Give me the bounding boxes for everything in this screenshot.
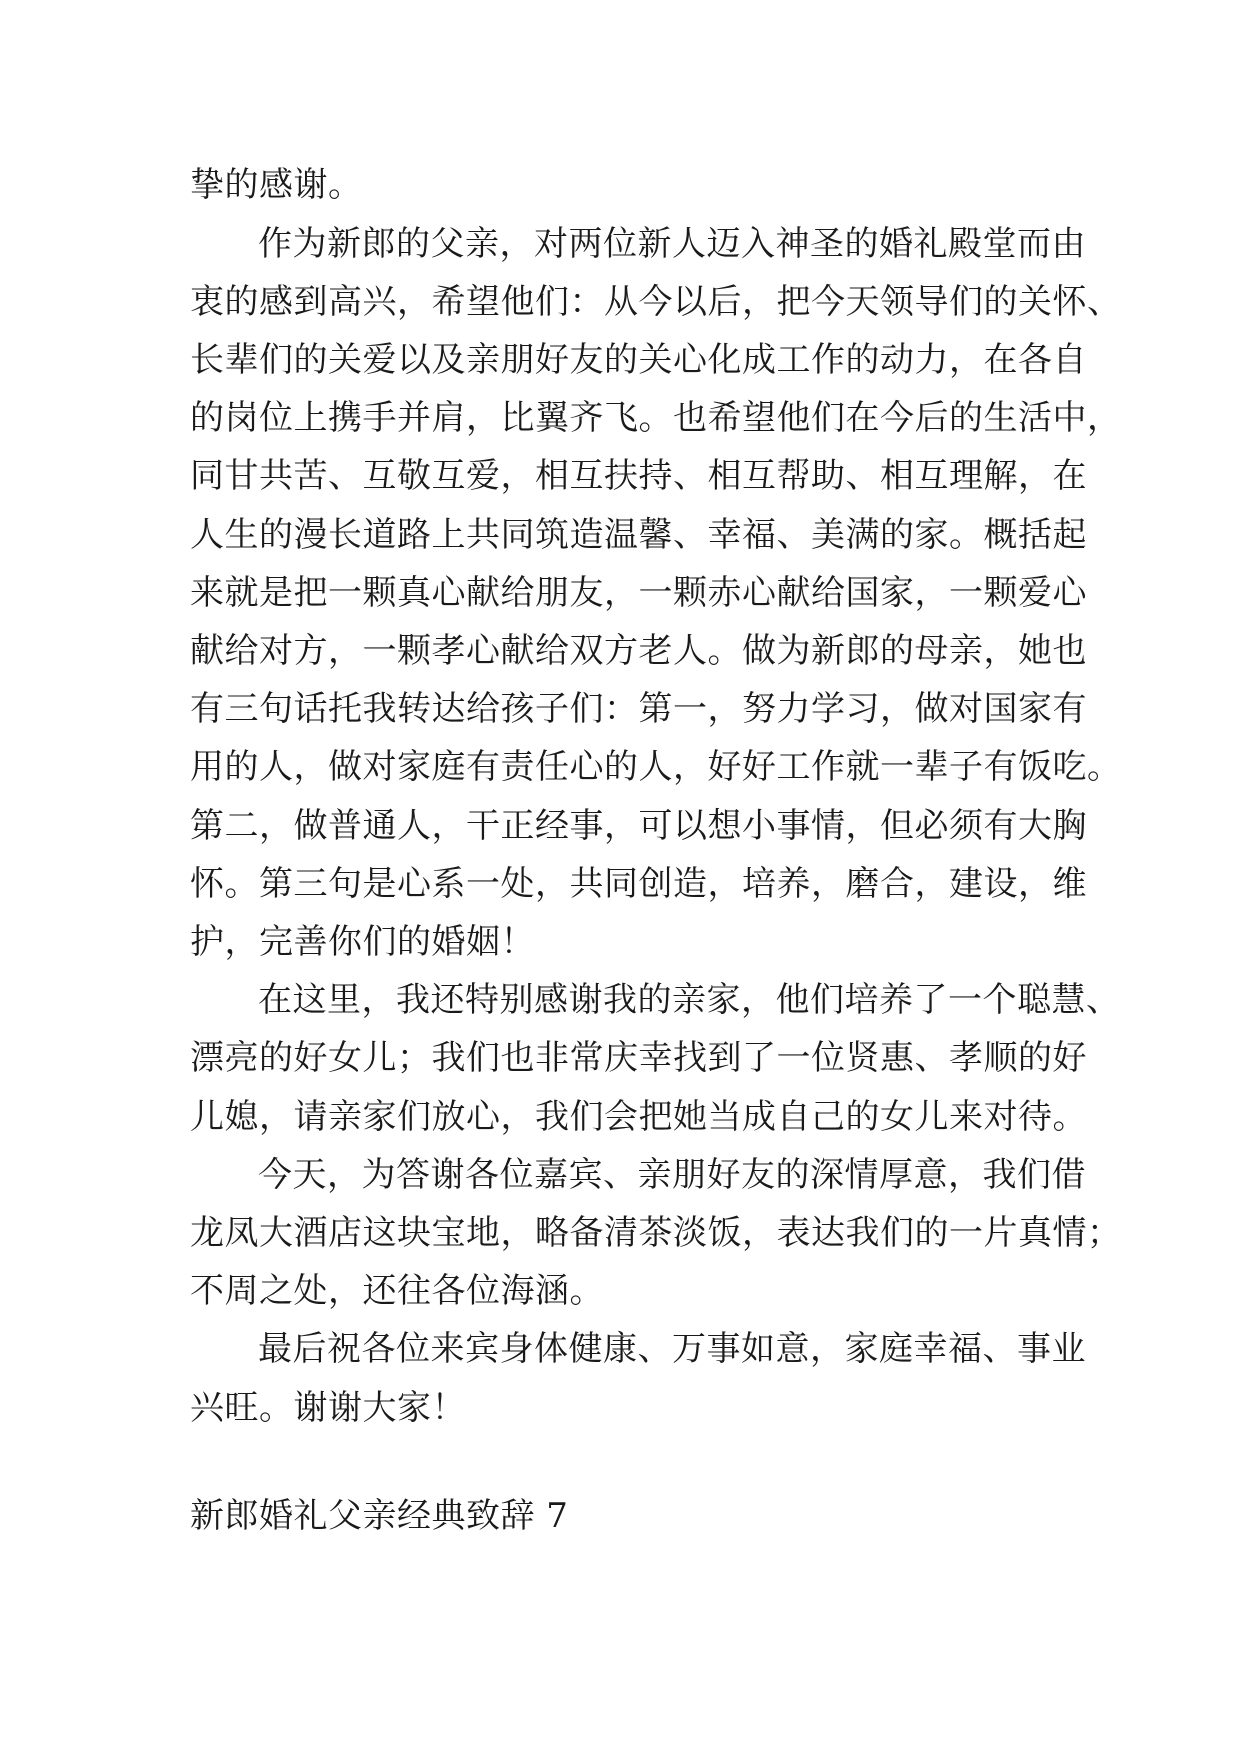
text-line: 来就是把一颗真心献给朋友，一颗赤心献给国家，一颗爱心 — [190, 573, 1087, 613]
text-line: 儿媳，请亲家们放心，我们会把她当成自己的女儿来对待。 — [190, 1097, 1087, 1137]
text-line: 不周之处，还往各位海涵。 — [190, 1271, 604, 1311]
text-line: 人生的漫长道路上共同筑造温馨、幸福、美满的家。概括起 — [190, 515, 1087, 555]
text-line: 兴旺。谢谢大家！ — [190, 1388, 466, 1428]
section-heading: 新郎婚礼父亲经典致辞 7 — [190, 1496, 569, 1536]
text-line: 怀。第三句是心系一处，共同创造，培养，磨合，建设，维 — [190, 864, 1087, 904]
text-line: 漂亮的好女儿；我们也非常庆幸找到了一位贤惠、孝顺的好 — [190, 1038, 1087, 1078]
text-line: 第二，做普通人，干正经事，可以想小事情，但必须有大胸 — [190, 806, 1087, 846]
text-line: 同甘共苦、互敬互爱，相互扶持、相互帮助、相互理解，在 — [190, 456, 1087, 496]
text-line: 挚的感谢。 — [190, 165, 363, 205]
text-line: 在这里，我还特别感谢我的亲家，他们培养了一个聪慧、 — [258, 980, 1121, 1020]
text-line: 最后祝各位来宾身体健康、万事如意，家庭幸福、事业 — [258, 1329, 1086, 1369]
text-line: 献给对方，一颗孝心献给双方老人。做为新郎的母亲，她也 — [190, 631, 1087, 671]
text-line: 龙凤大酒店这块宝地，略备清茶淡饭，表达我们的一片真情； — [190, 1213, 1122, 1253]
text-line: 作为新郎的父亲，对两位新人迈入神圣的婚礼殿堂而由 — [258, 224, 1086, 264]
text-line: 的岗位上携手并肩，比翼齐飞。也希望他们在今后的生活中， — [190, 398, 1122, 438]
text-line: 护，完善你们的婚姻！ — [190, 922, 535, 962]
text-line: 用的人，做对家庭有责任心的人，好好工作就一辈子有饭吃。 — [190, 747, 1122, 787]
text-line: 衷的感到高兴，希望他们：从今以后，把今天领导们的关怀、 — [190, 282, 1122, 322]
text-line: 长辈们的关爱以及亲朋好友的关心化成工作的动力，在各自 — [190, 340, 1087, 380]
text-line: 今天，为答谢各位嘉宾、亲朋好友的深情厚意，我们借 — [258, 1155, 1086, 1195]
text-line: 有三句话托我转达给孩子们：第一，努力学习，做对国家有 — [190, 689, 1087, 729]
